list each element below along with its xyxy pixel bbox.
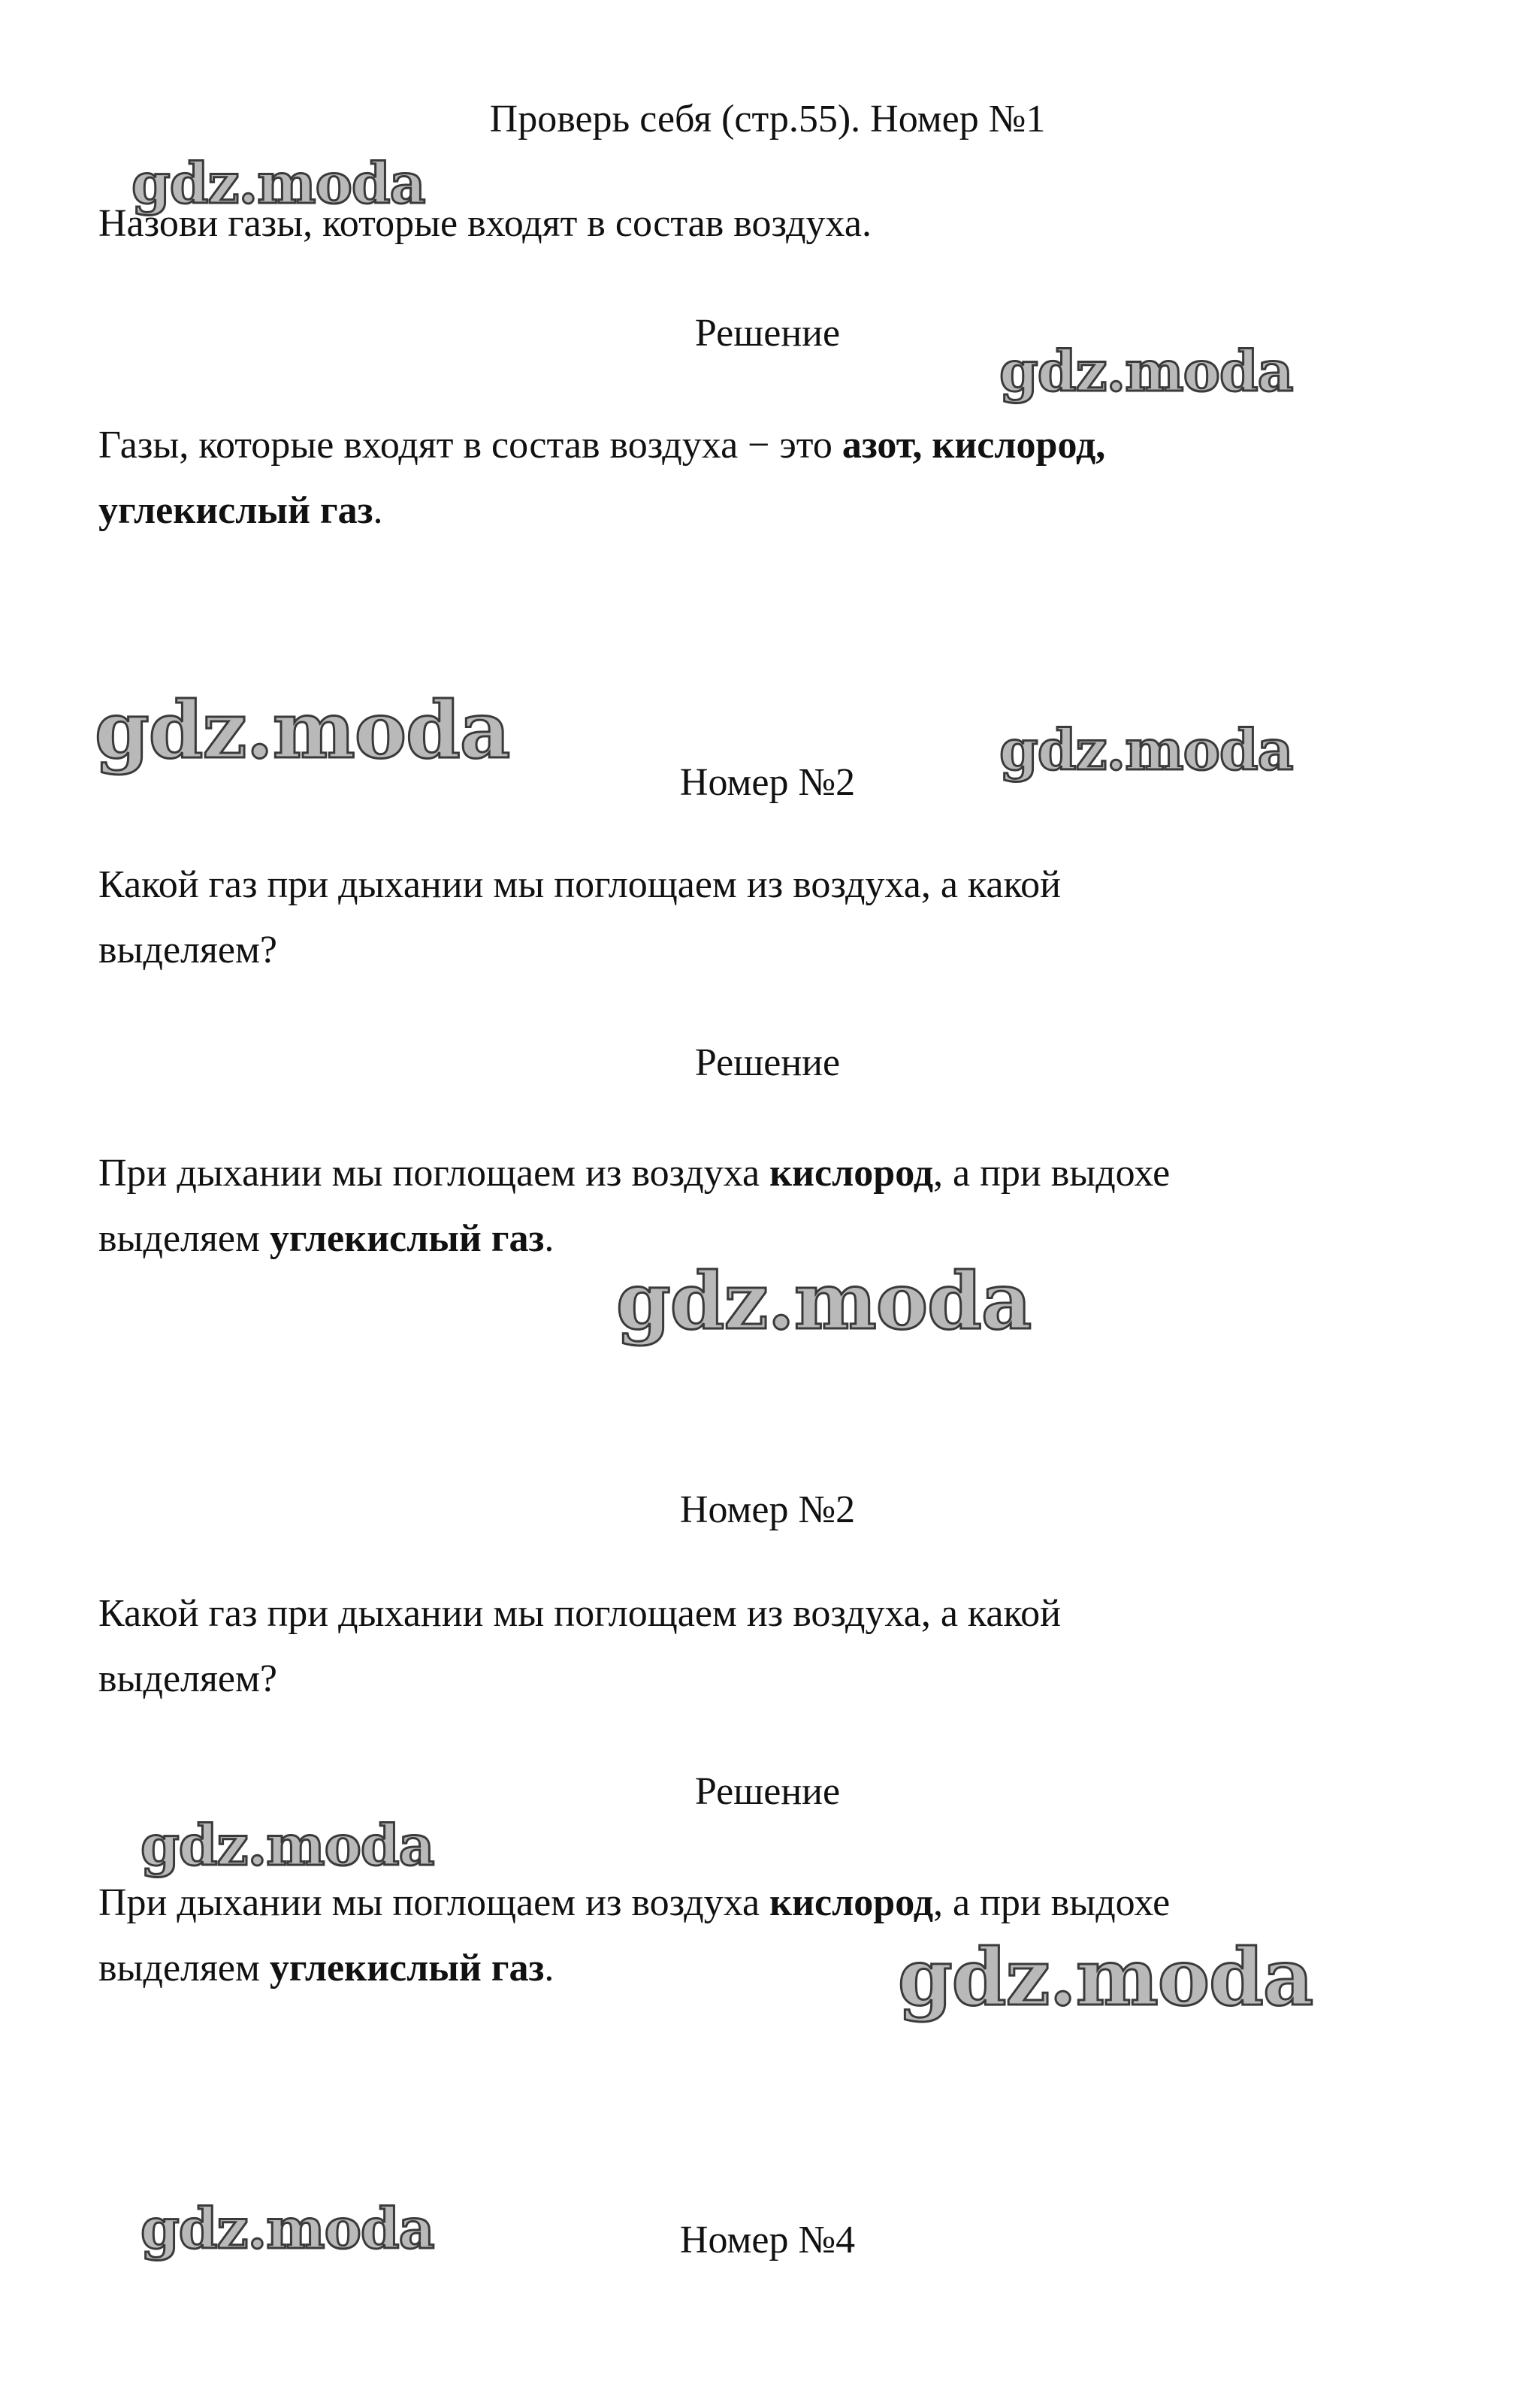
question-title: Номер №4 — [679, 2219, 856, 2261]
watermark: gdz.moda — [141, 2197, 434, 2261]
answer-bold: кислород — [769, 1152, 933, 1195]
answer-line-1: При дыхании мы поглощаем из воздуха кислород, а при выдохе — [98, 1881, 1171, 1924]
answer-bold: азот, кислород, — [842, 424, 1106, 467]
answer-line-2: выделяем углекислый газ. — [98, 1217, 554, 1260]
watermark: gdz.moda — [616, 1255, 1032, 1347]
question-title: Номер №2 — [679, 1488, 856, 1531]
question-title: Номер №2 — [679, 761, 856, 804]
answer-line-2: углекислый газ. — [98, 489, 383, 532]
answer-line-1: При дыхании мы поглощаем из воздуха кислород, а при выдохе — [98, 1152, 1171, 1195]
answer-line-2: выделяем углекислый газ. — [98, 1947, 554, 1990]
solution-label: Решение — [694, 1770, 841, 1813]
answer-line-1: Газы, которые входят в состав воздуха − это азот, кислород, — [98, 424, 1106, 467]
watermark: gdz.moda — [898, 1931, 1313, 2023]
answer-bold: кислород — [769, 1881, 933, 1924]
answer-bold: углекислый газ — [269, 1947, 545, 1990]
solution-label: Решение — [694, 312, 841, 355]
question-text: Назови газы, которые входят в состав воздуха. — [98, 202, 872, 245]
page-header: Проверь себя (стр.55). Номер №1 — [489, 98, 1046, 140]
watermark: gdz.moda — [999, 718, 1293, 783]
question-line-1: Какой газ при дыхании мы поглощаем из воздуха, а какой — [98, 1592, 1061, 1635]
question-line-1: Какой газ при дыхании мы поглощаем из воздуха, а какой — [98, 863, 1061, 906]
question-line-2: выделяем? — [98, 929, 277, 971]
answer-bold: углекислый газ — [269, 1217, 545, 1260]
question-line-2: выделяем? — [98, 1657, 277, 1700]
solution-label: Решение — [694, 1041, 841, 1084]
watermark: gdz.moda — [95, 684, 510, 776]
watermark: gdz.moda — [141, 1814, 434, 1878]
answer-bold: углекислый газ — [98, 489, 373, 532]
watermark: gdz.moda — [999, 340, 1293, 404]
watermark: gdz.moda — [131, 152, 425, 216]
